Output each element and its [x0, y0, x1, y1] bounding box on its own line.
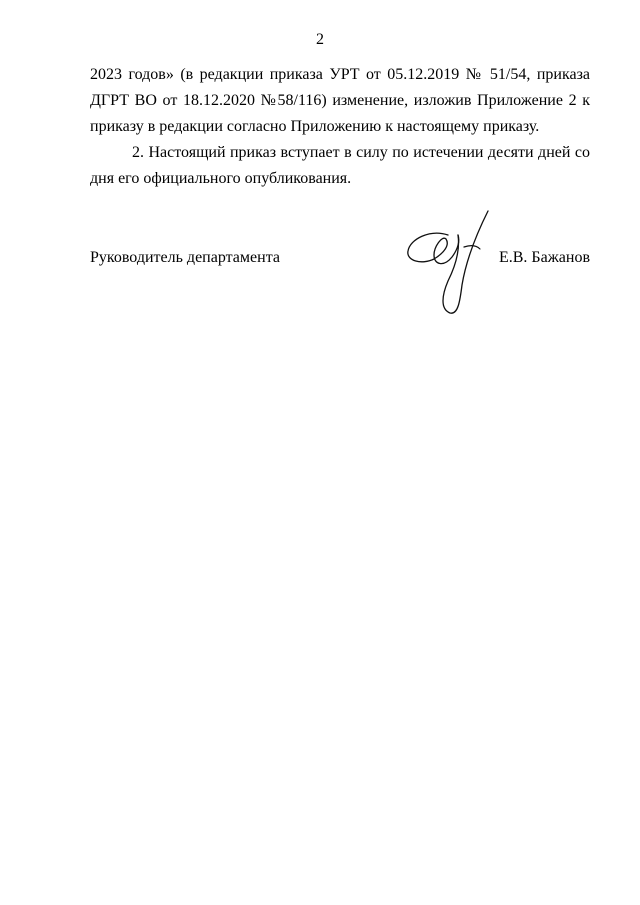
handwritten-signature-icon [400, 205, 500, 317]
signature-block [90, 246, 590, 272]
page-number: 2 [316, 31, 324, 48]
document-body [90, 62, 590, 192]
signer-name: Е.В. Бажанов [498, 249, 590, 266]
signer-title: Руководитель департамента [90, 249, 280, 266]
paragraph-effective-date: 2. Настоящий приказ вступает в силу по истечении десяти дней со дня его официального опубликования. [90, 144, 590, 187]
paragraph-amendment: 2023 годов» (в редакции приказа УРТ от 05.12.2019 № 51/54, приказа ДГРТ ВО от 18.12.2020 №58/116) изменение, изложив Приложение 2 к приказу в редакции согласно Приложению к настоящему приказу. [90, 66, 590, 135]
